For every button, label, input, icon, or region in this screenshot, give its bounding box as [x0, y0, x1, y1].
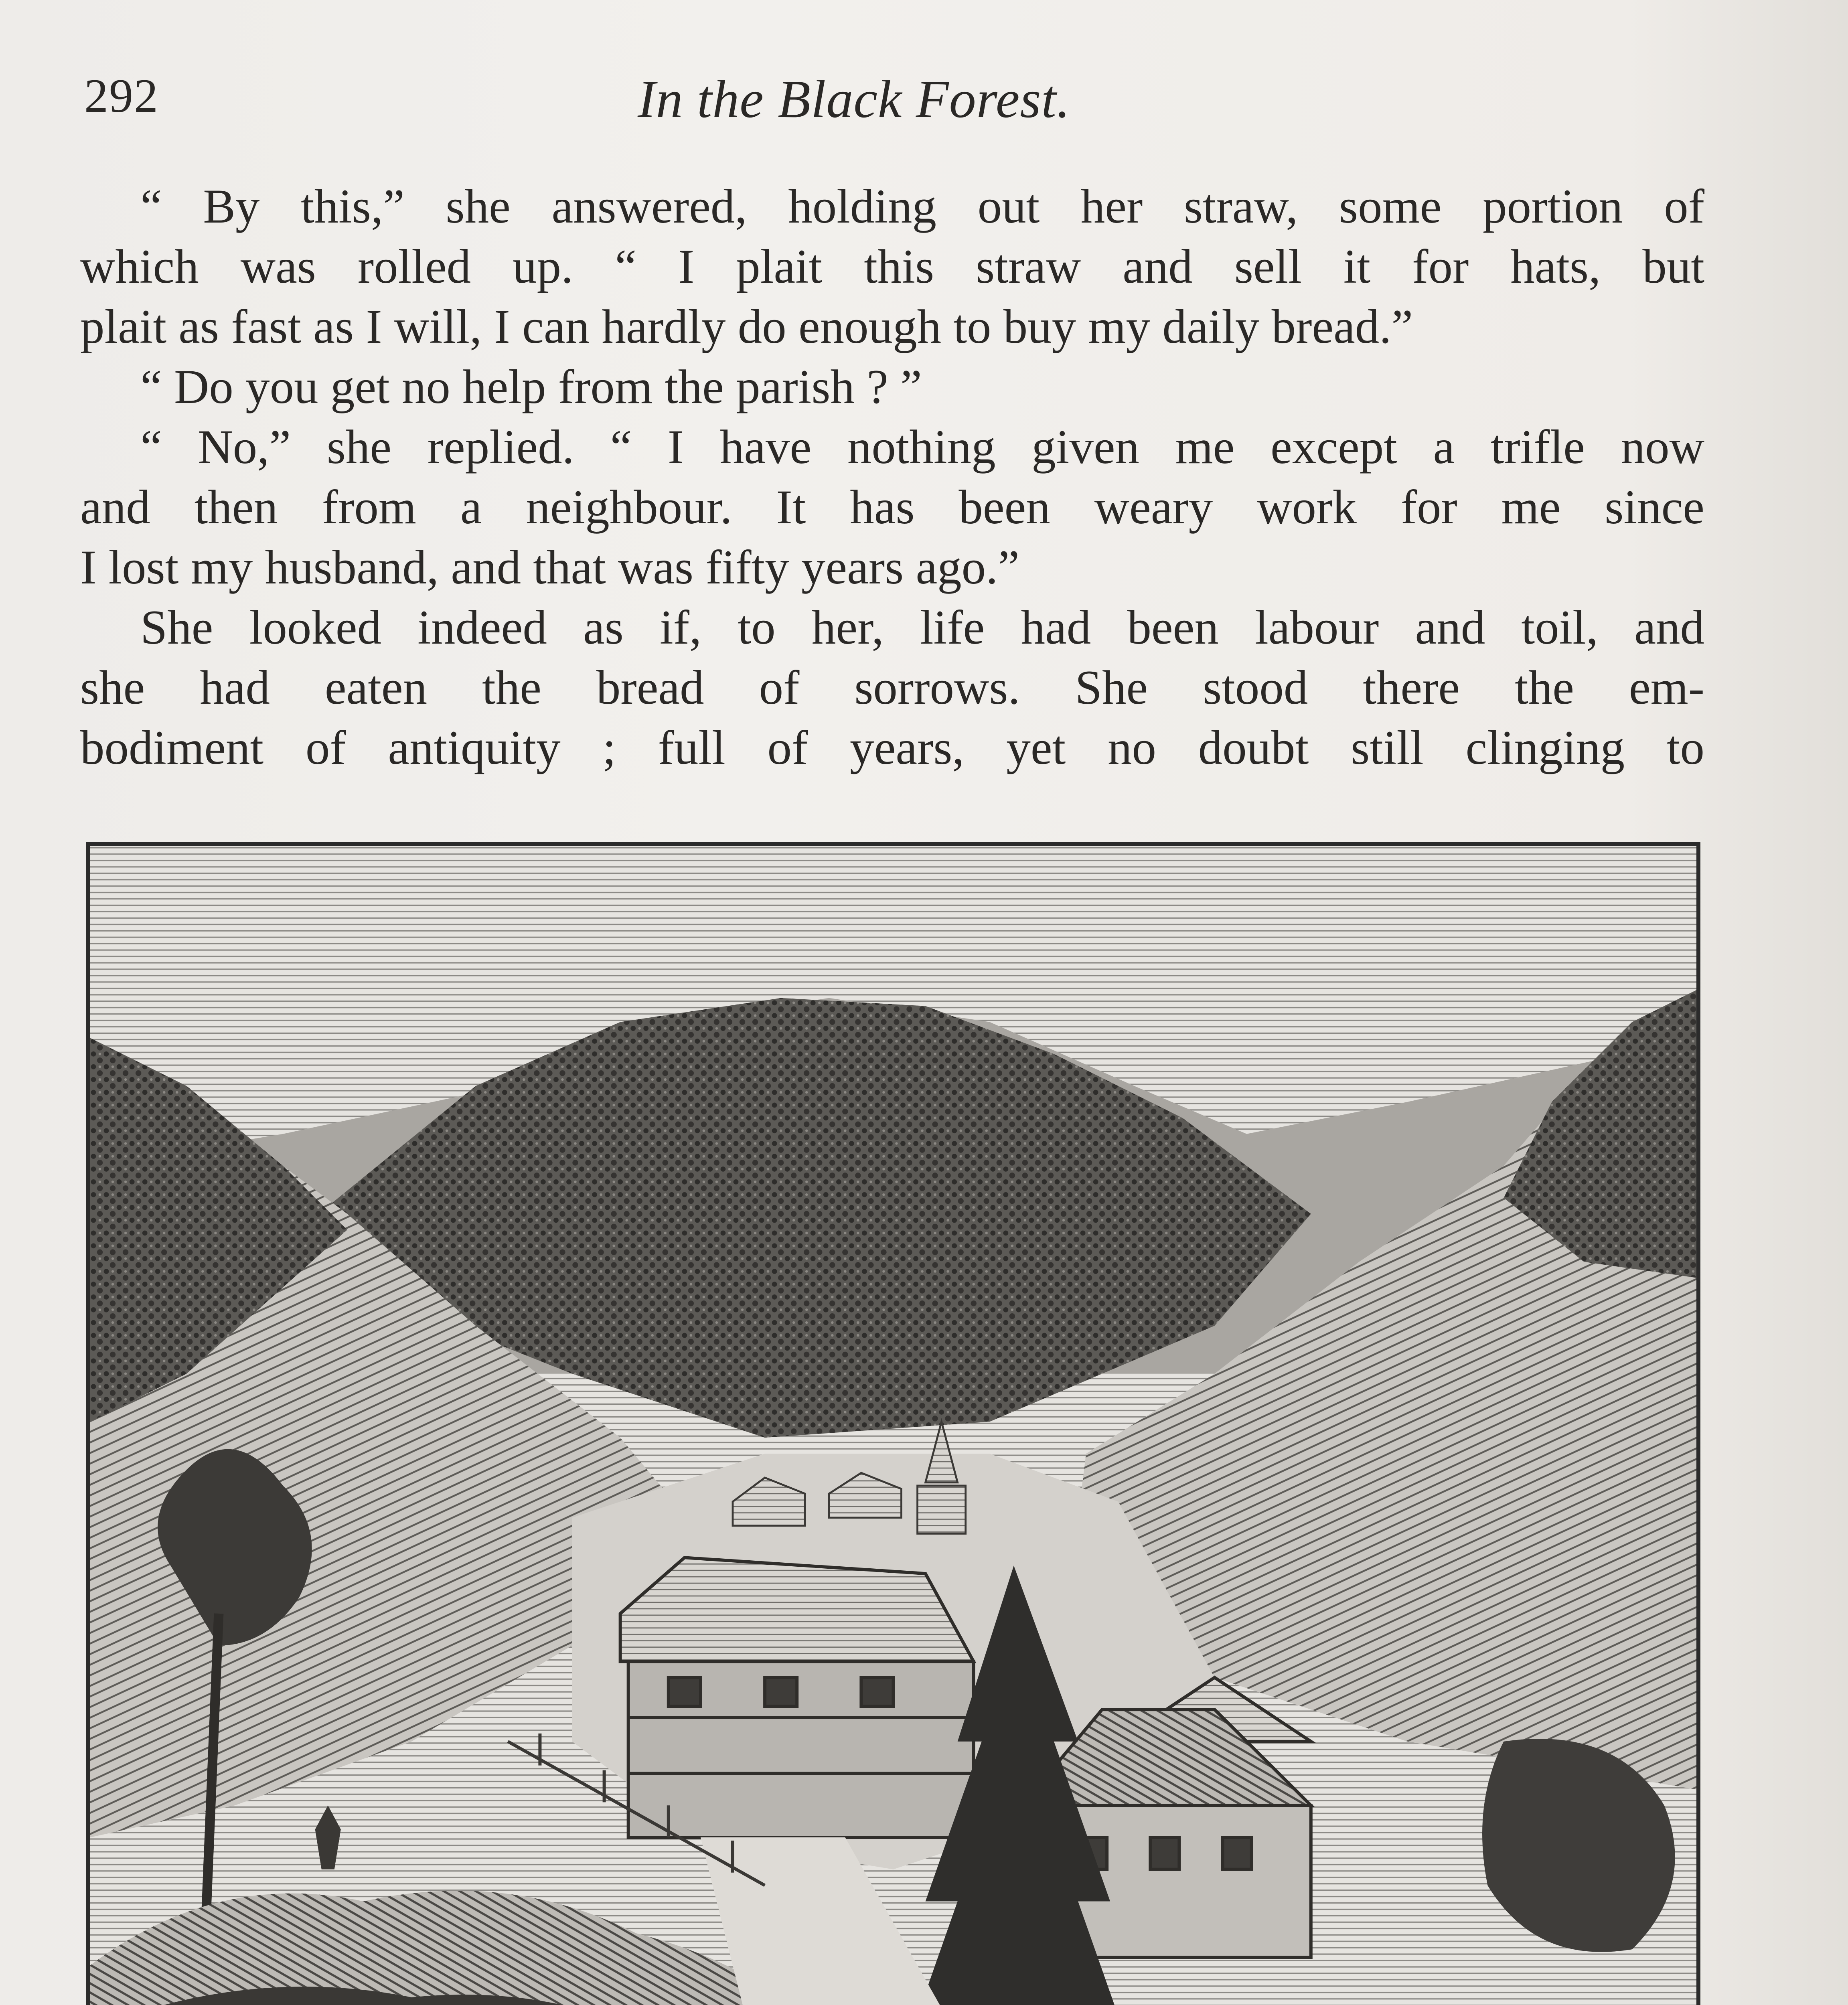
text-line: “ No,” she replied. “ I have nothing given me except a trifle now	[140, 420, 1704, 474]
text-line: she had eaten the bread of sorrows. She stood there the em-	[80, 661, 1704, 715]
text-line: “ Do you get no help from the parish ? ”	[140, 360, 922, 414]
page-header	[84, 68, 1696, 128]
text-line: plait as fast as I will, I can hardly do enough to buy my daily bread.”	[80, 300, 1413, 354]
text-line: which was rolled up. “ I plait this straw and sell it for hats, but	[80, 240, 1704, 294]
body-text-top	[80, 176, 1704, 778]
page-number: 292	[84, 69, 159, 122]
text-line: I lost my husband, and that was fifty years ago.”	[80, 541, 1020, 594]
text-line: and then from a neighbour. It has been weary work for me since	[80, 480, 1704, 534]
valley-village-engraving	[90, 846, 1696, 2005]
engraving-illustration	[86, 842, 1700, 2005]
text-line: “ By this,” she answered, holding out her straw, some portion of	[140, 180, 1704, 233]
text-line: She looked indeed as if, to her, life had been labour and toil, and	[140, 601, 1704, 654]
running-title: In the Black Forest.	[638, 69, 1071, 129]
text-line: bodiment of antiquity ; full of years, yet no doubt still clinging to	[80, 721, 1704, 775]
